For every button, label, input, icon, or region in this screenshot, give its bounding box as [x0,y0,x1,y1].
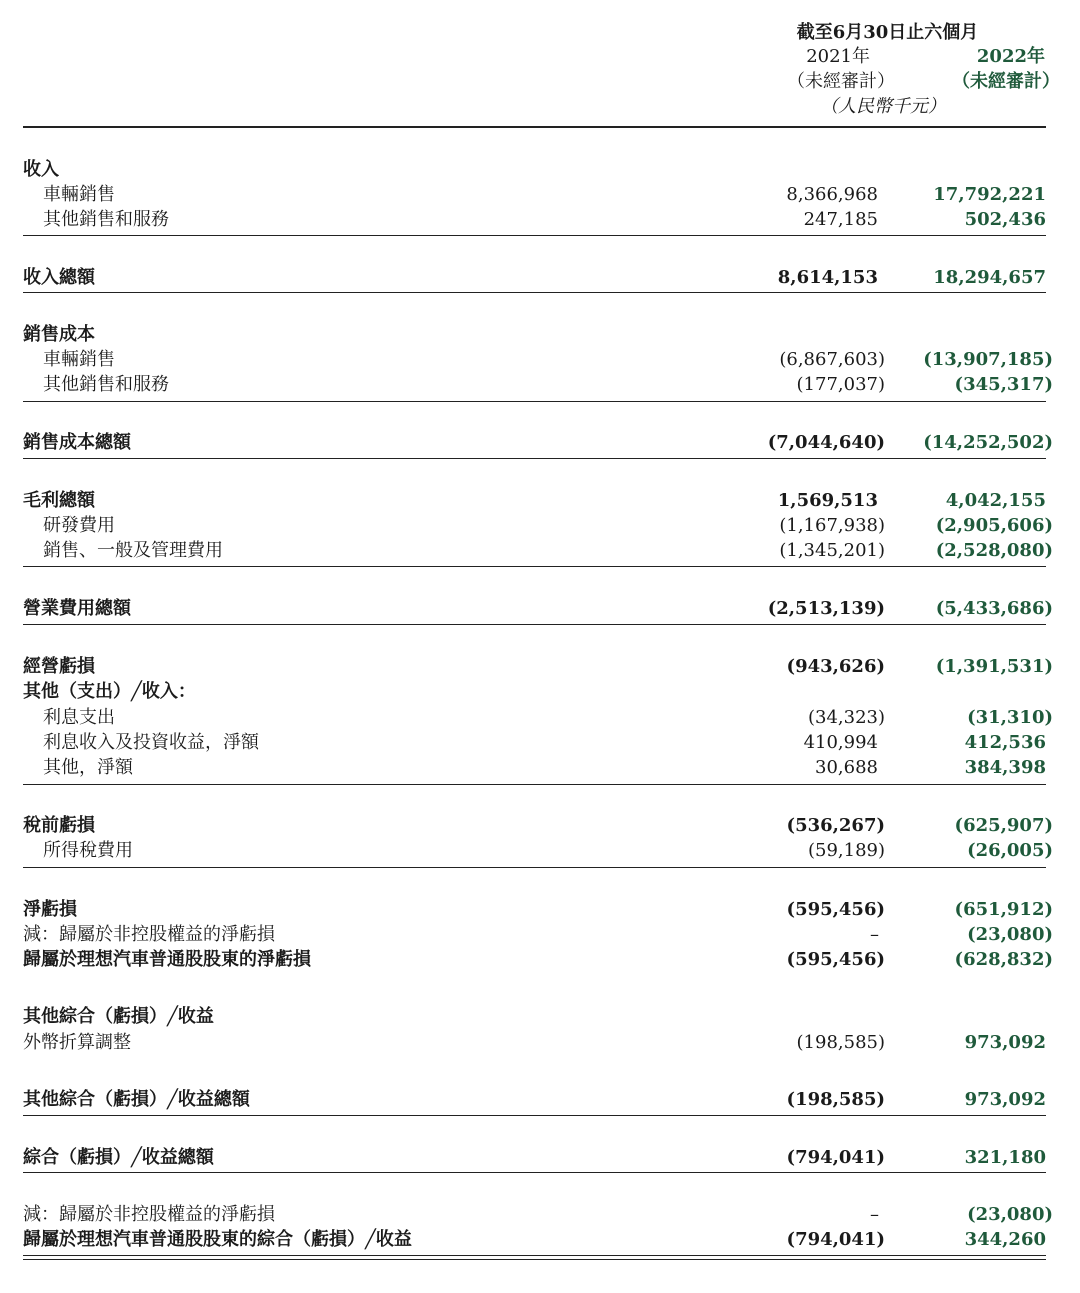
row-label: 利息收入及投資收益，淨額 [43,732,259,753]
value-2022: (2,905,606) [935,515,1053,536]
value-2022: 344,260 [964,1229,1046,1250]
row-sga-expenses [23,538,1063,563]
row-interest-income [23,730,1063,755]
row-total-cost-of-sales [23,430,1063,455]
divider [23,867,1046,868]
row-revenue-other-sales [23,207,1063,232]
divider [23,784,1046,785]
value-2022: 321,180 [964,1147,1046,1168]
row-label: 其他銷售和服務 [43,209,169,230]
row-total-revenues [23,265,1063,290]
row-label: 收入總額 [23,267,95,288]
row-nci-net-loss [23,922,1063,947]
col2-year: 2022年 [976,46,1045,67]
value-2021: (59,189) [807,840,885,861]
row-other-income-heading [23,679,1063,704]
value-2021: (198,585) [796,1032,885,1053]
value-2021: (595,456) [786,949,885,970]
value-2021: 8,614,153 [777,267,878,288]
divider [23,458,1046,459]
row-label: 稅前虧損 [23,815,95,836]
row-net-loss-to-shareholders [23,947,1063,972]
row-label: 營業費用總額 [23,598,131,619]
divider [23,1115,1046,1116]
value-2021: (7,044,640) [767,432,885,453]
value-2022: (628,832) [954,949,1053,970]
divider [23,1255,1046,1256]
value-2021: (595,456) [786,899,885,920]
value-2022: 384,398 [964,757,1046,778]
value-2021: (34,323) [807,707,885,728]
col2-audit-note: （未經審計） [952,71,1060,92]
row-label: 綜合（虧損）╱收益總額 [23,1147,214,1168]
row-label: 車輛銷售 [43,184,115,205]
value-2022: 502,436 [964,209,1046,230]
value-2021: (1,167,938) [779,515,885,536]
header-rule [23,126,1046,128]
value-2022: (345,317) [954,374,1053,395]
period-heading: 截至6月30日止六個月 [796,22,979,43]
row-nci-comprehensive [23,1202,1063,1227]
row-label: 經營虧損 [23,656,95,677]
value-2022: (14,252,502) [923,432,1053,453]
value-2022: (1,391,531) [935,656,1053,677]
row-label: 外幣折算調整 [23,1032,131,1053]
value-2021: 1,569,513 [777,490,878,511]
divider [23,401,1046,402]
row-label: 其他銷售和服務 [43,374,169,395]
row-label: 收入 [23,159,59,180]
row-label: 其他綜合（虧損）╱收益總額 [23,1089,250,1110]
row-label: 所得稅費用 [43,840,133,861]
row-label: 銷售成本 [23,324,95,345]
double-underline [23,1259,1046,1260]
row-revenues-heading [23,157,1063,182]
row-income-tax [23,838,1063,863]
value-2021: 8,366,968 [786,184,878,205]
value-2022: 18,294,657 [933,267,1046,288]
value-2021: (536,267) [786,815,885,836]
row-label: 其他綜合（虧損）╱收益 [23,1006,214,1027]
row-label: 研發費用 [43,515,115,536]
row-interest-expense [23,705,1063,730]
value-2022: (23,080) [967,1204,1053,1225]
row-label: 淨虧損 [23,899,77,920]
value-2021: (177,037) [796,374,885,395]
row-label: 歸屬於理想汽車普通股股東的淨虧損 [23,949,311,970]
row-net-loss [23,897,1063,922]
value-2021: (2,513,139) [767,598,885,619]
row-label: 減：歸屬於非控股權益的淨虧損 [23,924,275,945]
row-loss-before-tax [23,813,1063,838]
value-2022: 412,536 [964,732,1046,753]
row-label: 銷售成本總額 [23,432,131,453]
value-2022: (23,080) [967,924,1053,945]
value-2021: (198,585) [786,1089,885,1110]
col1-audit-note: （未經審計） [787,71,895,92]
value-2022: (5,433,686) [935,598,1053,619]
row-total-operating-expenses [23,596,1063,621]
value-2021: 30,688 [815,757,878,778]
row-fx-translation [23,1030,1063,1055]
row-label: 銷售、一般及管理費用 [43,540,223,561]
value-2021: (6,867,603) [779,349,885,370]
row-comprehensive-to-shareholders [23,1227,1063,1252]
row-label: 其他（支出）╱收入： [23,681,196,702]
row-rd-expenses [23,513,1063,538]
row-total-comprehensive [23,1145,1063,1170]
value-2022: 973,092 [964,1089,1046,1110]
value-2021: – [870,1204,879,1225]
row-others-net [23,755,1063,780]
value-2021: (1,345,201) [779,540,885,561]
currency-unit: （人民幣千元） [820,96,946,117]
value-2022: (26,005) [967,840,1053,861]
row-gross-profit [23,488,1063,513]
row-label: 車輛銷售 [43,349,115,370]
divider [23,235,1046,236]
value-2022: 4,042,155 [945,490,1046,511]
divider [23,292,1046,293]
row-label: 歸屬於理想汽車普通股股東的綜合（虧損）╱收益 [23,1229,412,1250]
value-2022: (651,912) [954,899,1053,920]
row-label: 其他，淨額 [43,757,133,778]
value-2021: – [870,924,879,945]
value-2021: (794,041) [786,1147,885,1168]
value-2022: (13,907,185) [923,349,1053,370]
value-2022: (625,907) [954,815,1053,836]
value-2022: 17,792,221 [933,184,1046,205]
value-2021: 410,994 [803,732,878,753]
row-cost-other-sales [23,372,1063,397]
value-2021: (794,041) [786,1229,885,1250]
row-oci-heading [23,1004,1063,1029]
value-2021: (943,626) [786,656,885,677]
row-revenue-vehicle-sales [23,182,1063,207]
value-2022: (2,528,080) [935,540,1053,561]
row-label: 減：歸屬於非控股權益的淨虧損 [23,1204,275,1225]
row-cost-of-sales-heading [23,322,1063,347]
value-2022: (31,310) [967,707,1053,728]
col1-year: 2021年 [806,46,870,67]
row-loss-from-operations [23,654,1063,679]
row-label: 毛利總額 [23,490,95,511]
divider [23,566,1046,567]
row-total-oci [23,1087,1063,1112]
value-2022: 973,092 [964,1032,1046,1053]
divider [23,624,1046,625]
row-cost-vehicle-sales [23,347,1063,372]
row-label: 利息支出 [43,707,115,728]
divider [23,1172,1046,1173]
value-2021: 247,185 [803,209,878,230]
